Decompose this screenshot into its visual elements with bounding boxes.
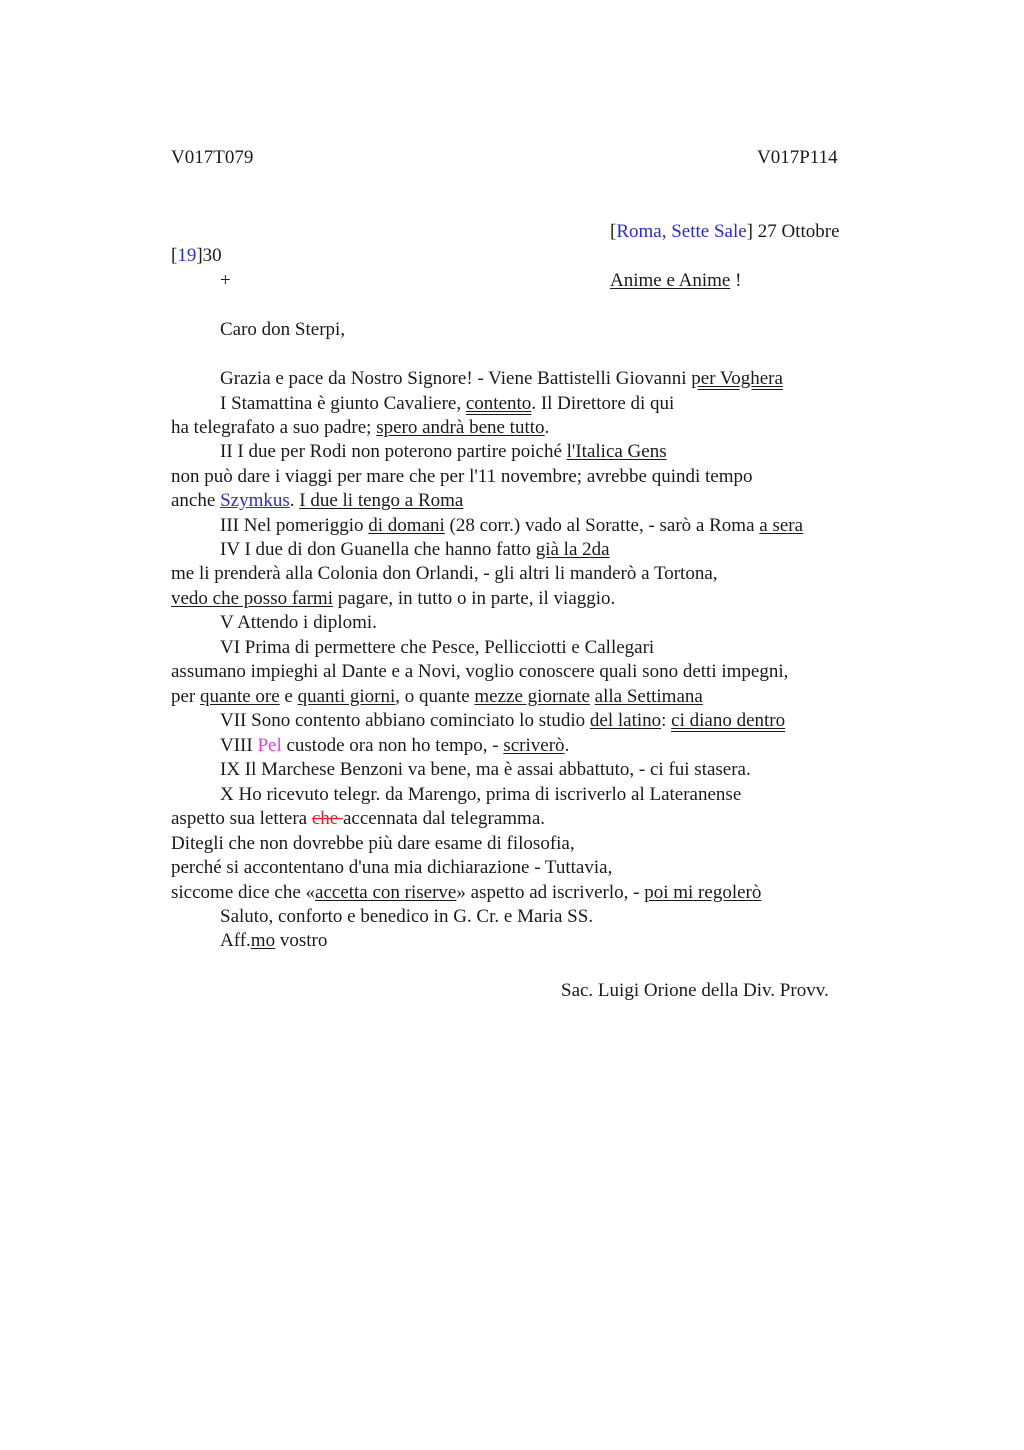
motto [610,269,741,293]
paragraph-x-cont3: perché si accontentano d'una mia dichiarazione - Tuttavia, [171,857,613,878]
paragraph-v: V Attendo i diplomi. [220,612,377,633]
paragraph-x-cont [171,807,545,831]
text: VII Sono contento abbiano cominciato lo studio [220,710,590,731]
paragraph-intro [220,367,783,391]
paragraph-vi-cont2 [171,685,703,709]
underlined-text: vedo che posso farmi [171,588,333,609]
underlined-text: mezze giornate [474,686,590,707]
underlined-text: per Voghera [691,368,783,389]
underlined-text: quanti giorni [297,686,396,707]
motto-text: Anime e Anime [610,270,731,291]
document-code-left: V017T079 [171,147,254,168]
text: ha telegrafato a suo padre; [171,417,377,438]
year-rest: ]30 [196,245,222,266]
paragraph-vi: VI Prima di permettere che Pesce, Pellicciotti e Callegari [220,637,655,658]
underlined-text: alla Settimana [594,686,703,707]
paragraph-i [220,392,674,416]
dateline-date: ] 27 Ottobre [746,221,840,242]
underlined-text: già la 2da [535,539,610,560]
underlined-text: quante ore [200,686,280,707]
text: Grazia e pace da Nostro Signore! - Viene Battistelli Giovanni [220,368,692,389]
cross-sign: + [220,270,231,291]
text: . [289,490,300,511]
szymkus-link[interactable]: Szymkus [220,490,290,511]
underlined-text: poi mi regolerò [644,882,762,903]
paragraph-i-cont [171,416,549,440]
text: VIII [220,735,258,756]
text: I Stamattina è giunto Cavaliere, [220,393,466,414]
underlined-text: spero andrà bene tutto [376,417,545,438]
bracket: [ [610,221,617,242]
dateline-year [171,244,222,268]
underlined-text: accetta con riserve [315,882,457,903]
paragraph-iv-cont2 [171,587,615,611]
text: (28 corr.) vado al Soratte, - sarò a Roma [444,515,760,536]
paragraph-vi-cont: assumano impieghi al Dante e a Novi, voglio conoscere quali sono detti impegni, [171,661,789,682]
paragraph-ii-cont: non può dare i viaggi per mare che per l'11 novembre; avrebbe quindi tempo [171,466,753,487]
underlined-text: a sera [759,515,804,536]
text: II I due per Rodi non poterono partire poiché [220,441,567,462]
underlined-text: contento [465,393,532,414]
underlined-text: del latino [589,710,662,731]
text: Aff. [220,930,251,951]
paragraph-iii [220,514,803,538]
paragraph-ii-cont2 [171,489,463,513]
text: , o quante [395,686,475,707]
text: III Nel pomeriggio [220,515,369,536]
signature: Sac. Luigi Orione della Div. Provv. [561,980,829,1001]
text: aspetto sua lettera [171,808,312,829]
dateline-place: Roma, Sette Sale [616,221,747,242]
paragraph-vii [220,709,785,733]
underlined-text: di domani [368,515,445,536]
text: IV I due di don Guanella che hanno fatto [220,539,536,560]
salutation: Caro don Sterpi, [220,319,346,340]
text: anche [171,490,221,511]
text: . Il Direttore di qui [531,393,675,414]
text: : [661,710,672,731]
paragraph-ii [220,440,667,464]
text: » aspetto ad iscriverlo, - [456,882,645,903]
closing-greeting: Saluto, conforto e benedico in G. Cr. e Maria SS. [220,906,594,927]
underlined-text: ci diano dentro [671,710,786,731]
paragraph-x-cont2: Ditegli che non dovrebbe più dare esame di filosofia, [171,833,575,854]
text: custode ora non ho tempo, - [281,735,504,756]
document-code-right: V017P114 [757,147,838,168]
paragraph-ix: IX Il Marchese Benzoni va bene, ma è assai abbattuto, - ci fui stasera. [220,759,751,780]
highlighted-word: Pel [257,735,282,756]
text: accennata dal telegramma. [342,808,545,829]
paragraph-x-cont4 [171,881,761,905]
struck-text: che [311,808,343,829]
text: pagare, in tutto o in parte, il viaggio. [332,588,616,609]
text: per [171,686,201,707]
bracket: [ [171,245,178,266]
paragraph-viii [220,734,569,758]
motto-suffix: ! [730,270,742,291]
paragraph-x: X Ho ricevuto telegr. da Marengo, prima di iscriverlo al Lateranense [220,784,742,805]
text: vostro [275,930,328,951]
paragraph-iv-cont: me li prenderà alla Colonia don Orlandi, - gli altri li manderò a Tortona, [171,563,718,584]
underlined-text: l'Italica Gens [566,441,667,462]
paragraph-iv [220,538,610,562]
text: e [279,686,298,707]
closing-aff [220,929,327,953]
text: siccome dice che « [171,882,316,903]
text: . [544,417,550,438]
dateline [610,220,840,244]
year-editorial: 19 [177,245,197,266]
underlined-text: I due li tengo a Roma [299,490,464,511]
underlined-text: scriverò [503,735,565,756]
underlined-text: mo [250,930,276,951]
text: . [564,735,570,756]
